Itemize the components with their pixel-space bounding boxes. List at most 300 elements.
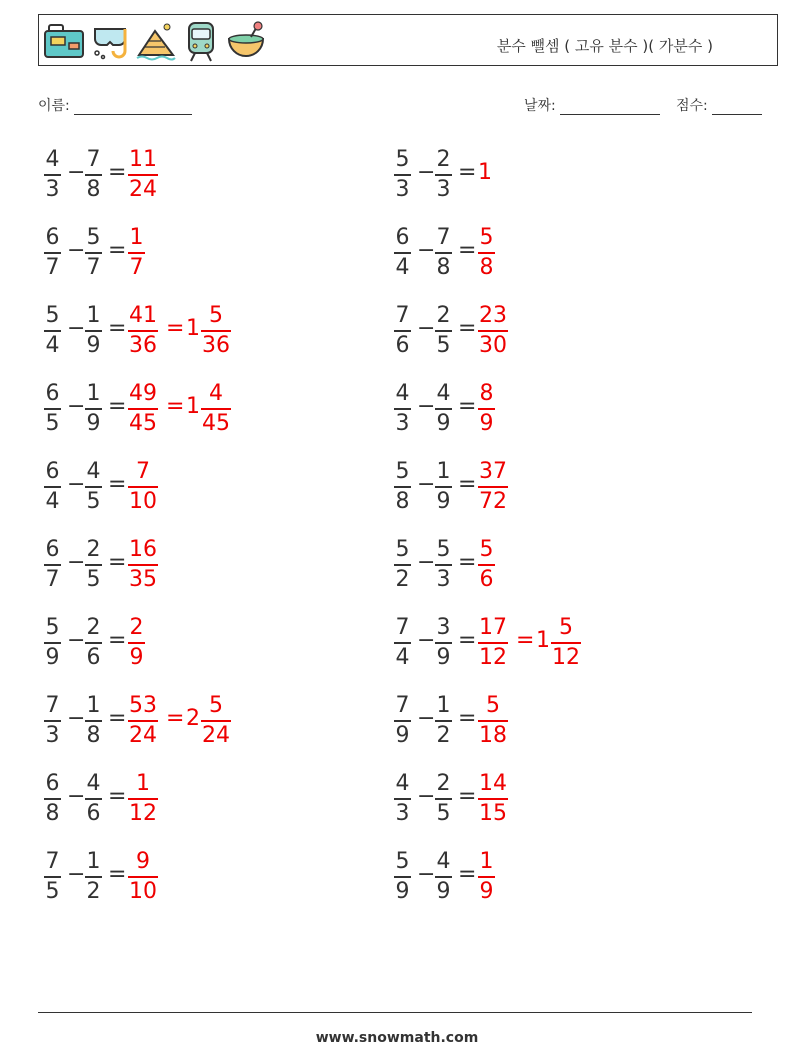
fraction-a-denominator: 9 — [45, 644, 60, 670]
fraction-a-denominator: 3 — [45, 722, 60, 748]
fraction-b — [435, 849, 452, 905]
fraction-b — [85, 537, 102, 593]
mixed-fraction-denominator: 45 — [202, 410, 230, 436]
answer-fraction-numerator: 16 — [129, 537, 157, 562]
fraction-b-numerator: 7 — [436, 225, 451, 250]
fraction-a-bar — [394, 252, 411, 254]
answer-fraction-bar — [128, 876, 158, 878]
fraction-a-bar — [44, 642, 61, 644]
minus-sign: − — [67, 316, 86, 341]
fraction-a-numerator: 7 — [395, 693, 410, 718]
answer-fraction-denominator: 30 — [479, 332, 507, 358]
fraction-a-numerator: 4 — [395, 381, 410, 406]
fraction-a — [394, 303, 411, 359]
minus-sign: − — [67, 238, 86, 263]
score-field — [676, 95, 762, 115]
fraction-b-denominator: 7 — [86, 254, 101, 280]
answer-fraction-denominator: 18 — [479, 722, 507, 748]
fraction-a-denominator: 5 — [45, 410, 60, 436]
fraction-b-denominator: 2 — [86, 878, 101, 904]
fraction-b — [435, 615, 452, 671]
answer-fraction-denominator: 6 — [479, 566, 494, 592]
answer-fraction-numerator: 5 — [486, 693, 500, 718]
fraction-b-numerator: 1 — [86, 381, 101, 406]
fraction-a — [44, 147, 61, 203]
mixed-fraction-bar — [201, 330, 231, 332]
fraction-a-numerator: 7 — [45, 849, 60, 874]
answer-fraction-bar — [128, 798, 158, 800]
fraction-a-bar — [394, 486, 411, 488]
equals-sign: = — [108, 628, 127, 653]
fraction-a-numerator: 6 — [45, 381, 60, 406]
answer-fraction-bar — [128, 642, 145, 644]
fraction-a — [44, 849, 61, 905]
answer-fraction-numerator: 8 — [479, 381, 494, 406]
fraction-b-bar — [85, 876, 102, 878]
mixed-whole: 1 — [186, 316, 200, 341]
fraction-b-bar — [435, 876, 452, 878]
fraction-b — [85, 849, 102, 905]
fraction-a-denominator: 6 — [395, 332, 410, 358]
fraction-b-numerator: 2 — [436, 147, 451, 172]
fraction-b-denominator: 9 — [436, 644, 451, 670]
equals-sign: = — [516, 628, 535, 653]
fraction-b-numerator: 2 — [436, 303, 451, 328]
fraction-a — [394, 537, 411, 593]
problem-row — [44, 303, 374, 359]
equals-sign: = — [166, 316, 185, 341]
answer-fraction — [128, 771, 158, 827]
fraction-a — [44, 537, 61, 593]
fraction-a-bar — [394, 720, 411, 722]
answer-fraction — [128, 459, 158, 515]
fraction-b-denominator: 9 — [436, 410, 451, 436]
answer-fraction-bar — [478, 486, 508, 488]
equals-sign: = — [108, 394, 127, 419]
minus-sign: − — [67, 472, 86, 497]
problem-row — [44, 537, 374, 593]
fraction-b-denominator: 5 — [86, 566, 101, 592]
answer-fraction — [128, 849, 158, 905]
fraction-a-numerator: 6 — [45, 537, 60, 562]
fraction-b-denominator: 8 — [86, 176, 101, 202]
problem-row — [394, 615, 724, 671]
fraction-b-denominator: 8 — [86, 722, 101, 748]
fraction-a-denominator: 8 — [45, 800, 60, 826]
fraction-b-numerator: 1 — [86, 849, 101, 874]
fraction-b — [85, 459, 102, 515]
fraction-b — [435, 303, 452, 359]
equals-sign: = — [108, 784, 127, 809]
minus-sign: − — [67, 160, 86, 185]
equals-sign: = — [166, 394, 185, 419]
fraction-b-bar — [435, 486, 452, 488]
fraction-b — [435, 147, 452, 203]
fraction-b-bar — [85, 174, 102, 176]
answer-fraction-bar — [128, 252, 145, 254]
fraction-b-bar — [85, 252, 102, 254]
fraction-b-denominator: 3 — [436, 566, 451, 592]
answer-fraction-bar — [478, 408, 495, 410]
fraction-a-numerator: 4 — [45, 147, 60, 172]
minus-sign: − — [417, 862, 436, 887]
fraction-b-bar — [435, 330, 452, 332]
answer-fraction-denominator: 7 — [129, 254, 144, 280]
answer-fraction-numerator: 7 — [136, 459, 150, 484]
answer-fraction-numerator: 37 — [479, 459, 507, 484]
answer-fraction-numerator: 1 — [479, 849, 494, 874]
minus-sign: − — [417, 316, 436, 341]
fraction-a-bar — [394, 642, 411, 644]
answer-fraction-bar — [478, 720, 508, 722]
equals-sign: = — [108, 862, 127, 887]
answer-fraction — [478, 537, 495, 593]
mixed-fraction — [551, 615, 581, 671]
date-blank[interactable] — [560, 100, 660, 115]
answer-fraction-bar — [478, 876, 495, 878]
fraction-a-numerator: 5 — [395, 537, 410, 562]
fraction-a — [44, 381, 61, 437]
mixed-fraction-bar — [551, 642, 581, 644]
fraction-a-bar — [44, 174, 61, 176]
fraction-b-bar — [85, 408, 102, 410]
answer-fraction — [478, 771, 508, 827]
fraction-b-bar — [435, 720, 452, 722]
answer-fraction — [128, 225, 145, 281]
answer-fraction-denominator: 24 — [129, 176, 157, 202]
fraction-b — [85, 615, 102, 671]
minus-sign: − — [67, 394, 86, 419]
problem-row — [394, 147, 724, 203]
answer-fraction-denominator: 15 — [479, 800, 507, 826]
minus-sign: − — [67, 628, 86, 653]
answer-fraction — [478, 303, 508, 359]
mixed-fraction — [201, 303, 231, 359]
equals-sign: = — [108, 160, 127, 185]
answer-fraction-bar — [478, 642, 508, 644]
fraction-b — [435, 771, 452, 827]
name-label: 이름: — [38, 98, 70, 114]
fraction-a-numerator: 4 — [395, 771, 410, 796]
answer-fraction-numerator: 5 — [479, 537, 494, 562]
answer-fraction-bar — [128, 408, 158, 410]
name-field — [38, 95, 192, 115]
fraction-b — [85, 303, 102, 359]
problem-row — [44, 693, 374, 749]
equals-sign: = — [458, 550, 477, 575]
fraction-b-bar — [85, 798, 102, 800]
fraction-a-denominator: 4 — [45, 332, 60, 358]
answer-fraction-denominator: 72 — [479, 488, 507, 514]
answer-fraction-denominator: 24 — [129, 722, 157, 748]
fraction-b — [85, 381, 102, 437]
fraction-a — [394, 225, 411, 281]
fraction-b — [85, 147, 102, 203]
answer-fraction-numerator: 49 — [129, 381, 157, 406]
fraction-b-bar — [435, 564, 452, 566]
fraction-a-bar — [394, 798, 411, 800]
fraction-b-bar — [85, 642, 102, 644]
answer-fraction — [128, 303, 158, 359]
equals-sign: = — [458, 316, 477, 341]
minus-sign: − — [67, 862, 86, 887]
answer-fraction — [128, 537, 158, 593]
answer-fraction — [478, 849, 495, 905]
fraction-b-numerator: 4 — [86, 459, 101, 484]
fraction-b — [85, 771, 102, 827]
answer-fraction-numerator: 2 — [129, 615, 144, 640]
equals-sign: = — [458, 628, 477, 653]
answer-fraction-numerator: 14 — [479, 771, 507, 796]
footer-url: www.snowmath.com — [315, 1030, 479, 1046]
mixed-fraction-denominator: 36 — [202, 332, 230, 358]
answer-fraction-bar — [478, 252, 495, 254]
minus-sign: − — [417, 628, 436, 653]
name-blank[interactable] — [74, 100, 192, 115]
problem-row — [394, 459, 724, 515]
fraction-a-bar — [394, 330, 411, 332]
answer-fraction-bar — [478, 564, 495, 566]
fraction-a-denominator: 4 — [45, 488, 60, 514]
equals-sign: = — [108, 550, 127, 575]
answer-fraction-numerator: 23 — [479, 303, 507, 328]
fraction-a-bar — [394, 408, 411, 410]
footer-divider — [38, 1012, 752, 1013]
mixed-fraction-denominator: 12 — [552, 644, 580, 670]
fraction-b-bar — [85, 330, 102, 332]
answer-fraction-numerator: 1 — [129, 225, 144, 250]
equals-sign: = — [108, 316, 127, 341]
score-label: 점수: — [676, 98, 708, 114]
fraction-a — [394, 693, 411, 749]
equals-sign: = — [458, 238, 477, 263]
problem-row — [394, 771, 724, 827]
fraction-b-bar — [85, 486, 102, 488]
fraction-b-denominator: 2 — [436, 722, 451, 748]
fraction-a-numerator: 5 — [395, 459, 410, 484]
fraction-a-denominator: 8 — [395, 488, 410, 514]
fraction-b-numerator: 1 — [86, 303, 101, 328]
fraction-a-denominator: 3 — [395, 410, 410, 436]
equals-sign: = — [108, 706, 127, 731]
fraction-b-denominator: 5 — [436, 800, 451, 826]
answer-fraction-denominator: 35 — [129, 566, 157, 592]
answer-fraction — [128, 381, 158, 437]
fraction-a-denominator: 4 — [395, 254, 410, 280]
fraction-a — [44, 615, 61, 671]
equals-sign: = — [458, 706, 477, 731]
answer-fraction-bar — [128, 564, 158, 566]
equals-sign: = — [458, 472, 477, 497]
fraction-a-bar — [394, 564, 411, 566]
fraction-a — [44, 303, 61, 359]
fraction-a-numerator: 5 — [395, 147, 410, 172]
fraction-a-bar — [44, 330, 61, 332]
fraction-a-bar — [394, 876, 411, 878]
equals-sign: = — [108, 238, 127, 263]
answer-fraction-bar — [128, 486, 158, 488]
fraction-a-bar — [44, 876, 61, 878]
fraction-a — [394, 771, 411, 827]
fraction-b-numerator: 2 — [86, 615, 101, 640]
answer-whole: 1 — [478, 160, 492, 185]
score-blank[interactable] — [712, 100, 762, 115]
fraction-a-bar — [44, 486, 61, 488]
fraction-b-denominator: 5 — [86, 488, 101, 514]
answer-fraction — [478, 615, 508, 671]
fraction-b-bar — [435, 798, 452, 800]
fraction-a-numerator: 7 — [45, 693, 60, 718]
mixed-fraction — [201, 693, 231, 749]
fraction-a — [44, 225, 61, 281]
fraction-a-denominator: 3 — [395, 176, 410, 202]
answer-fraction-denominator: 9 — [479, 878, 494, 904]
fraction-a — [394, 615, 411, 671]
minus-sign: − — [417, 706, 436, 731]
answer-fraction — [478, 693, 508, 749]
answer-fraction-denominator: 8 — [479, 254, 494, 280]
fraction-a — [44, 771, 61, 827]
equals-sign: = — [458, 160, 477, 185]
fraction-b-numerator: 5 — [436, 537, 451, 562]
snorkel-mask-icon — [89, 21, 131, 61]
answer-fraction — [128, 147, 158, 203]
problem-row — [394, 537, 724, 593]
minus-sign: − — [417, 472, 436, 497]
answer-fraction-numerator: 1 — [136, 771, 150, 796]
answer-fraction-numerator: 11 — [129, 147, 157, 172]
problem-row — [44, 225, 374, 281]
problem-row — [394, 303, 724, 359]
fraction-b-numerator: 7 — [86, 147, 101, 172]
answer-fraction-bar — [478, 798, 508, 800]
fraction-a-bar — [44, 252, 61, 254]
mixed-fraction-bar — [201, 720, 231, 722]
fraction-b-numerator: 1 — [436, 459, 451, 484]
fraction-b-denominator: 9 — [86, 410, 101, 436]
fraction-b-numerator: 4 — [436, 381, 451, 406]
fraction-a-denominator: 5 — [45, 878, 60, 904]
fraction-a — [394, 147, 411, 203]
equals-sign: = — [108, 472, 127, 497]
fraction-b — [435, 225, 452, 281]
fraction-b-bar — [85, 564, 102, 566]
answer-fraction-denominator: 10 — [129, 488, 157, 514]
fraction-a-numerator: 6 — [45, 225, 60, 250]
mixed-fraction-numerator: 5 — [209, 693, 223, 718]
answer-fraction — [128, 693, 158, 749]
problem-row — [44, 459, 374, 515]
answer-fraction-numerator: 5 — [479, 225, 494, 250]
fraction-b — [435, 381, 452, 437]
fraction-a — [44, 693, 61, 749]
minus-sign: − — [417, 160, 436, 185]
answer-fraction — [478, 459, 508, 515]
fraction-a-bar — [44, 798, 61, 800]
header-box — [38, 14, 778, 66]
problem-row — [44, 147, 374, 203]
problem-row — [394, 381, 724, 437]
problem-row — [394, 225, 724, 281]
fraction-b-denominator: 9 — [436, 488, 451, 514]
problem-row — [394, 693, 724, 749]
fraction-a-numerator: 6 — [395, 225, 410, 250]
fraction-a-denominator: 3 — [45, 176, 60, 202]
fraction-a-denominator: 7 — [45, 254, 60, 280]
fraction-b-numerator: 4 — [86, 771, 101, 796]
mixed-whole: 2 — [186, 706, 200, 731]
fraction-b-denominator: 6 — [86, 800, 101, 826]
fraction-a-numerator: 5 — [395, 849, 410, 874]
equals-sign: = — [166, 706, 185, 731]
answer-fraction-numerator: 41 — [129, 303, 157, 328]
answer-fraction-denominator: 12 — [479, 644, 507, 670]
answer-fraction-numerator: 53 — [129, 693, 157, 718]
fraction-b-bar — [435, 174, 452, 176]
fraction-b-denominator: 9 — [86, 332, 101, 358]
mixed-fraction-numerator: 5 — [559, 615, 573, 640]
mixed-fraction-denominator: 24 — [202, 722, 230, 748]
pyramid-icon — [135, 21, 177, 61]
problem-row — [394, 849, 724, 905]
fraction-a — [394, 849, 411, 905]
answer-fraction-bar — [128, 330, 158, 332]
fraction-b-denominator: 8 — [436, 254, 451, 280]
fraction-a-denominator: 7 — [45, 566, 60, 592]
minus-sign: − — [67, 784, 86, 809]
problem-row — [44, 381, 374, 437]
worksheet-title: 분수 뺄셈 ( 고유 분수 )( 가분수 ) — [496, 37, 713, 55]
answer-fraction — [128, 615, 145, 671]
fraction-b-numerator: 1 — [86, 693, 101, 718]
problem-row — [44, 615, 374, 671]
fraction-b — [85, 225, 102, 281]
suitcase-icon — [43, 21, 85, 61]
fraction-a — [394, 381, 411, 437]
fraction-b-numerator: 2 — [86, 537, 101, 562]
fraction-a — [44, 459, 61, 515]
fraction-b-bar — [435, 252, 452, 254]
answer-fraction-bar — [128, 720, 158, 722]
fraction-a-bar — [394, 174, 411, 176]
minus-sign: − — [417, 550, 436, 575]
fraction-a-numerator: 5 — [45, 303, 60, 328]
minus-sign: − — [417, 238, 436, 263]
answer-fraction — [478, 381, 495, 437]
fraction-b-bar — [435, 642, 452, 644]
fraction-b-bar — [435, 408, 452, 410]
answer-fraction-denominator: 9 — [479, 410, 494, 436]
answer-fraction-denominator: 9 — [129, 644, 144, 670]
answer-fraction-numerator: 17 — [479, 615, 507, 640]
mixed-fraction-numerator: 4 — [209, 381, 223, 406]
date-field — [524, 95, 660, 115]
fraction-a-denominator: 3 — [395, 800, 410, 826]
answer-fraction-bar — [128, 174, 158, 176]
fraction-b-numerator: 2 — [436, 771, 451, 796]
answer-fraction — [478, 225, 495, 281]
fraction-b — [85, 693, 102, 749]
fraction-a-bar — [44, 564, 61, 566]
fraction-b — [435, 537, 452, 593]
problem-row — [44, 849, 374, 905]
fraction-b — [435, 459, 452, 515]
mixed-whole: 1 — [186, 394, 200, 419]
fraction-a-bar — [44, 720, 61, 722]
fraction-b-numerator: 5 — [86, 225, 101, 250]
equals-sign: = — [458, 784, 477, 809]
problem-row — [44, 771, 374, 827]
